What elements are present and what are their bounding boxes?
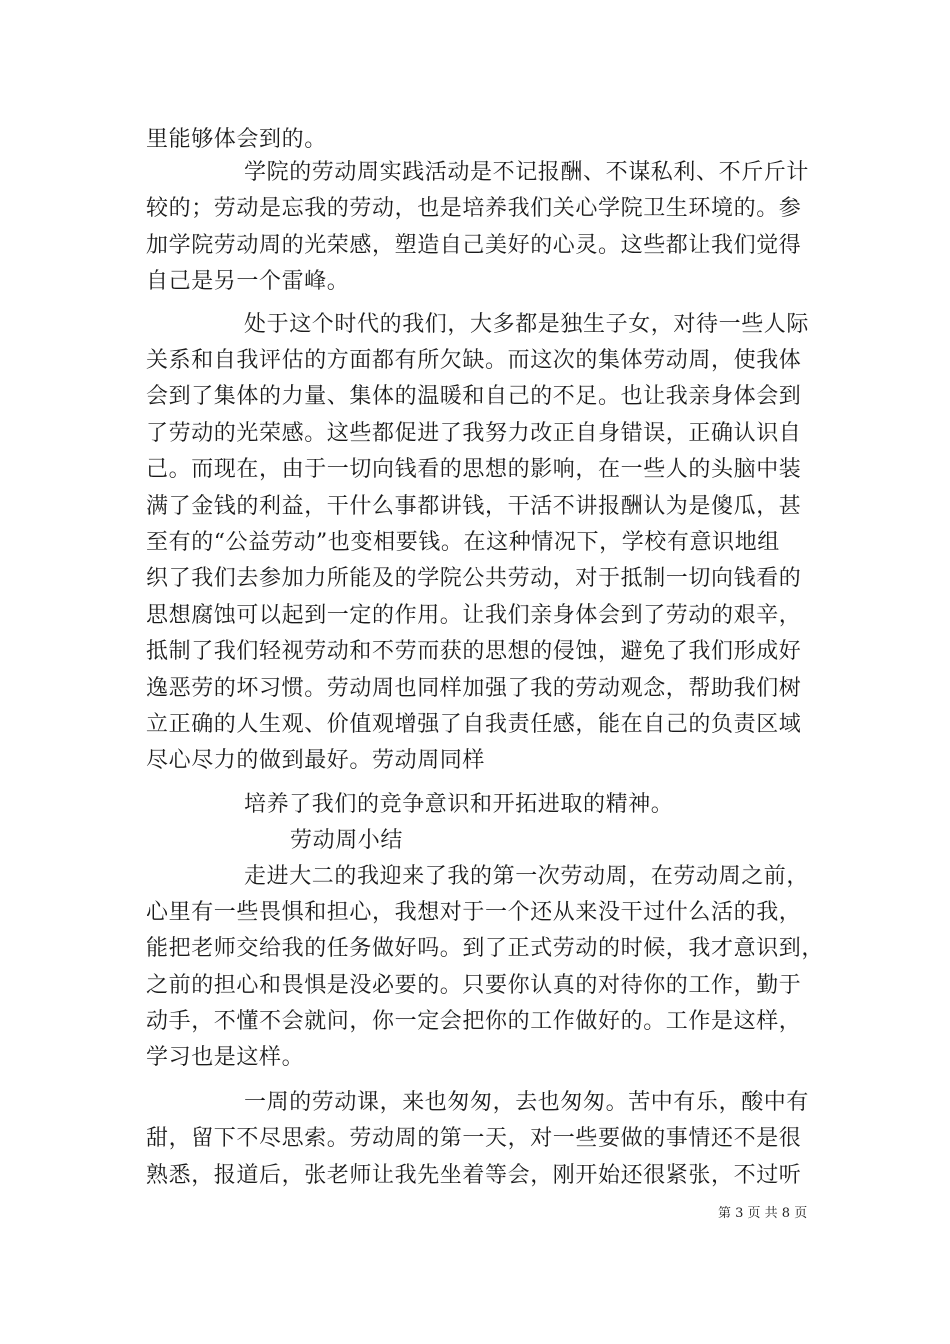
paragraph-line: 培养了我们的竞争意识和开拓进取的精神。 — [244, 792, 674, 817]
paragraph-line: 较的；劳动是忘我的劳动，也是培养我们关心学院卫生环境的。参 — [146, 196, 802, 221]
paragraph-line: 至有的“公益劳动”也变相要钱。在这种情况下，学校有意识地组 — [146, 530, 780, 555]
paragraph-line: 处于这个时代的我们，大多都是独生子女，对待一些人际 — [244, 312, 810, 337]
paragraph-line: 满了金钱的利益，干什么事都讲钱，干活不讲报酬认为是傻瓜，甚 — [146, 494, 802, 519]
paragraph-line: 己。而现在，由于一切向钱看的思想的影响，在一些人的头脑中装 — [146, 457, 802, 482]
paragraph-line: 走进大二的我迎来了我的第一次劳动周，在劳动周之前， — [244, 864, 810, 889]
paragraph-line: 能把老师交给我的任务做好吗。到了正式劳动的时候，我才意识到， — [146, 936, 825, 961]
paragraph-line: 思想腐蚀可以起到一定的作用。让我们亲身体会到了劳动的艰辛， — [146, 603, 802, 628]
paragraph-line: 之前的担心和畏惧是没必要的。只要你认真的对待你的工作，勤于 — [146, 973, 802, 998]
paragraph-line: 甜，留下不尽思索。劳动周的第一天，对一些要做的事情还不是很 — [146, 1126, 802, 1151]
paragraph-line: 心里有一些畏惧和担心，我想对于一个还从来没干过什么活的我， — [146, 900, 802, 925]
paragraph-line: 自己是另一个雷峰。 — [146, 269, 350, 294]
paragraph-line: 一周的劳动课，来也匆匆，去也匆匆。苦中有乐，酸中有 — [244, 1090, 810, 1115]
paragraph-line: 尽心尽力的做到最好。劳动周同样 — [146, 748, 486, 773]
paragraph-line: 抵制了我们轻视劳动和不劳而获的思想的侵蚀，避免了我们形成好 — [146, 639, 802, 664]
section-heading: 劳动周小结 — [290, 828, 404, 853]
paragraph-line: 学习也是这样。 — [146, 1045, 305, 1070]
paragraph-line: 织了我们去参加力所能及的学院公共劳动，对于抵制一切向钱看的 — [146, 566, 802, 591]
page-number: 第 3 页 共 8 页 — [718, 1206, 808, 1221]
paragraph-line: 里能够体会到的。 — [146, 127, 327, 152]
paragraph-line: 立正确的人生观、价值观增强了自我责任感，能在自己的负责区域 — [146, 712, 802, 737]
paragraph-line: 动手，不懂不会就问，你一定会把你的工作做好的。工作是这样， — [146, 1009, 802, 1034]
paragraph-line: 关系和自我评估的方面都有所欠缺。而这次的集体劳动周，使我体 — [146, 348, 802, 373]
paragraph-line: 学院的劳动周实践活动是不记报酬、不谋私利、不斤斤计 — [244, 160, 810, 185]
paragraph-line: 会到了集体的力量、集体的温暖和自己的不足。也让我亲身体会到 — [146, 384, 802, 409]
paragraph-line: 了劳动的光荣感。这些都促进了我努力改正自身错误，正确认识自 — [146, 421, 802, 446]
paragraph-line: 逸恶劳的坏习惯。劳动周也同样加强了我的劳动观念，帮助我们树 — [146, 676, 802, 701]
paragraph-line: 熟悉，报道后，张老师让我先坐着等会，刚开始还很紧张，不过听 — [146, 1163, 802, 1188]
paragraph-line: 加学院劳动周的光荣感，塑造自己美好的心灵。这些都让我们觉得 — [146, 233, 802, 258]
